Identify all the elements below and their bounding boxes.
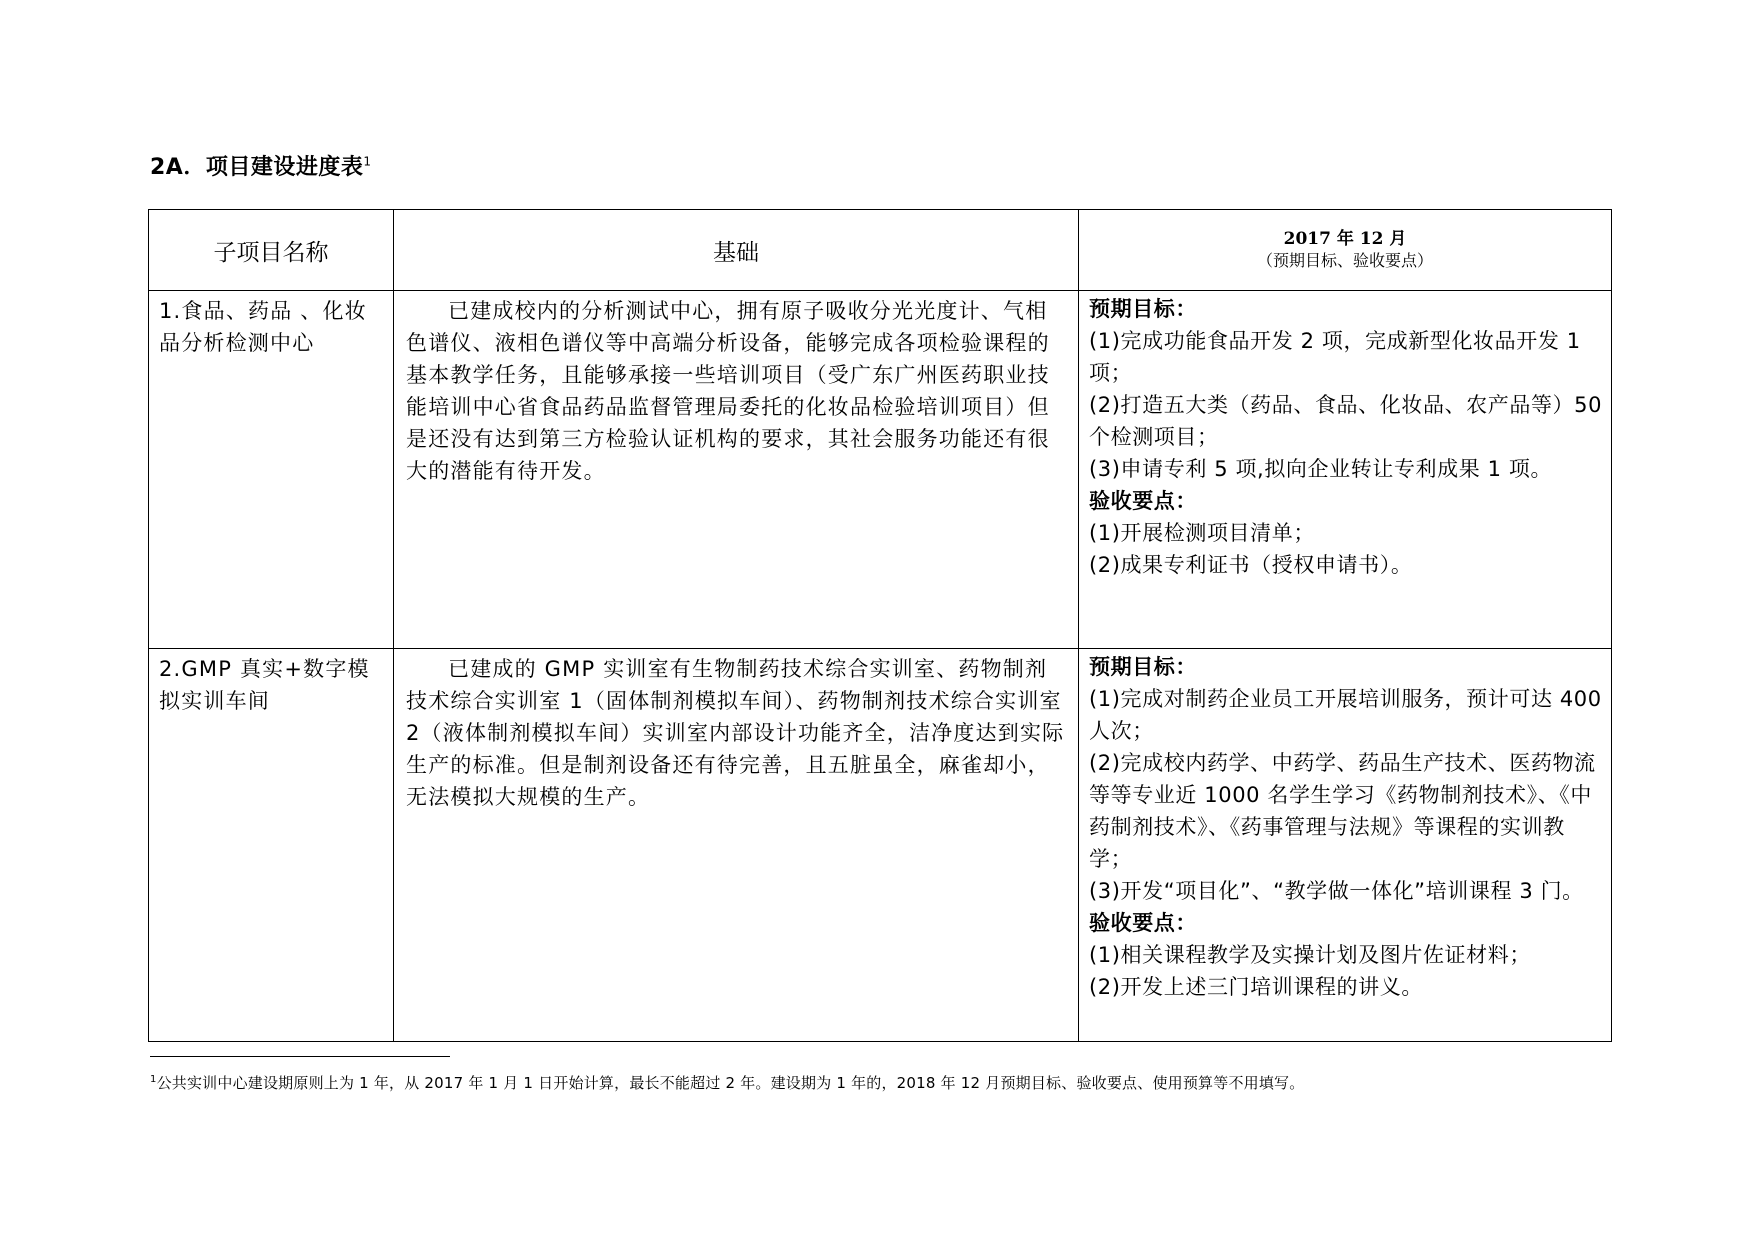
page-title <box>150 150 371 181</box>
basis-text: 已建成的 GMP 实训室有生物制药技术综合实训室、药物制剂技术综合实训室 1（固体制剂模拟车间）、药物制剂技术综合实训室 2（液体制剂模拟车间）实训室内部设计功能齐全，洁净度达到实际生产的标准。但是制剂设备还有待完善，且五脏虽全，麻雀却小，无法模拟大规模的生产。 <box>406 657 1065 809</box>
acceptance-item: (2)开发上述三门培训课程的讲义。 <box>1089 975 1423 999</box>
subproject-name: 1.食品、药品 、化妆品分析检测中心 <box>159 299 367 355</box>
progress-table <box>148 209 1612 1042</box>
header-month <box>1079 210 1612 291</box>
goal-item: (1)完成对制药企业员工开展培训服务，预计可达 400 人次； <box>1089 687 1602 743</box>
table-header-row <box>149 210 1612 291</box>
goal-item: (1)完成功能食品开发 2 项，完成新型化妆品开发 1 项； <box>1089 329 1581 385</box>
subproject-name-cell <box>149 291 394 649</box>
table-row <box>149 291 1612 649</box>
page-title-text: 2A．项目建设进度表 <box>150 155 364 180</box>
footnote-mark: 1 <box>150 1074 157 1085</box>
acceptance-item: (2)成果专利证书（授权申请书）。 <box>1089 553 1413 577</box>
goals-cell <box>1079 291 1612 649</box>
footnote-text: 公共实训中心建设期原则上为 1 年，从 2017 年 1 月 1 日开始计算，最长不能超过 2 年。建设期为 1 年的，2018 年 12 月预期目标、验收要点、使用预算等不用填写。 <box>156 1074 1305 1092</box>
basis-cell <box>394 649 1079 1042</box>
goals-cell <box>1079 649 1612 1042</box>
footnote <box>150 1072 1304 1093</box>
subproject-name: 2.GMP 真实+数字模拟实训车间 <box>159 657 370 713</box>
goal-item: (3)开发“项目化”、“教学做一体化”培训课程 3 门。 <box>1089 879 1584 903</box>
goal-item: (3)申请专利 5 项,拟向企业转让专利成果 1 项。 <box>1089 457 1553 481</box>
acceptance-item: (1)相关课程教学及实操计划及图片佐证材料； <box>1089 943 1531 967</box>
basis-text: 已建成校内的分析测试中心，拥有原子吸收分光光度计、气相色谱仪、液相色谱仪等中高端分析设备，能够完成各项检验课程的基本教学任务，且能够承接一些培训项目（受广东广州医药职业技能培训中心省食品药品监督管理局委托的化妆品检验培训项目）但是还没有达到第三方检验认证机构的要求，其社会服务功能还有很大的潜能有待开发。 <box>406 299 1050 483</box>
subproject-name-cell <box>149 649 394 1042</box>
table-row <box>149 649 1612 1042</box>
title-footnote-mark: 1 <box>363 154 372 169</box>
header-basis: 基础 <box>394 210 1079 291</box>
goals-block <box>1079 291 1611 581</box>
basis-cell <box>394 291 1079 649</box>
header-month-title: 2017 年 12 月 <box>1283 229 1407 249</box>
goals-block <box>1079 649 1611 1003</box>
goal-item: (2)完成校内药学、中药学、药品生产技术、医药物流等等专业近 1000 名学生学习《药物制剂技术》、《中药制剂技术》、《药事管理与法规》等课程的实训教学； <box>1089 751 1596 871</box>
goals-heading: 预期目标： <box>1089 297 1197 321</box>
header-subproject-name: 子项目名称 <box>149 210 394 291</box>
footnote-divider <box>150 1056 450 1057</box>
acceptance-heading: 验收要点： <box>1089 911 1197 935</box>
goals-heading: 预期目标： <box>1089 655 1197 679</box>
acceptance-heading: 验收要点： <box>1089 489 1197 513</box>
header-month-subtitle: （预期目标、验收要点） <box>1256 251 1433 270</box>
goal-item: (2)打造五大类（药品、食品、化妆品、农产品等）50 个检测项目； <box>1089 393 1603 449</box>
acceptance-item: (1)开展检测项目清单； <box>1089 521 1315 545</box>
